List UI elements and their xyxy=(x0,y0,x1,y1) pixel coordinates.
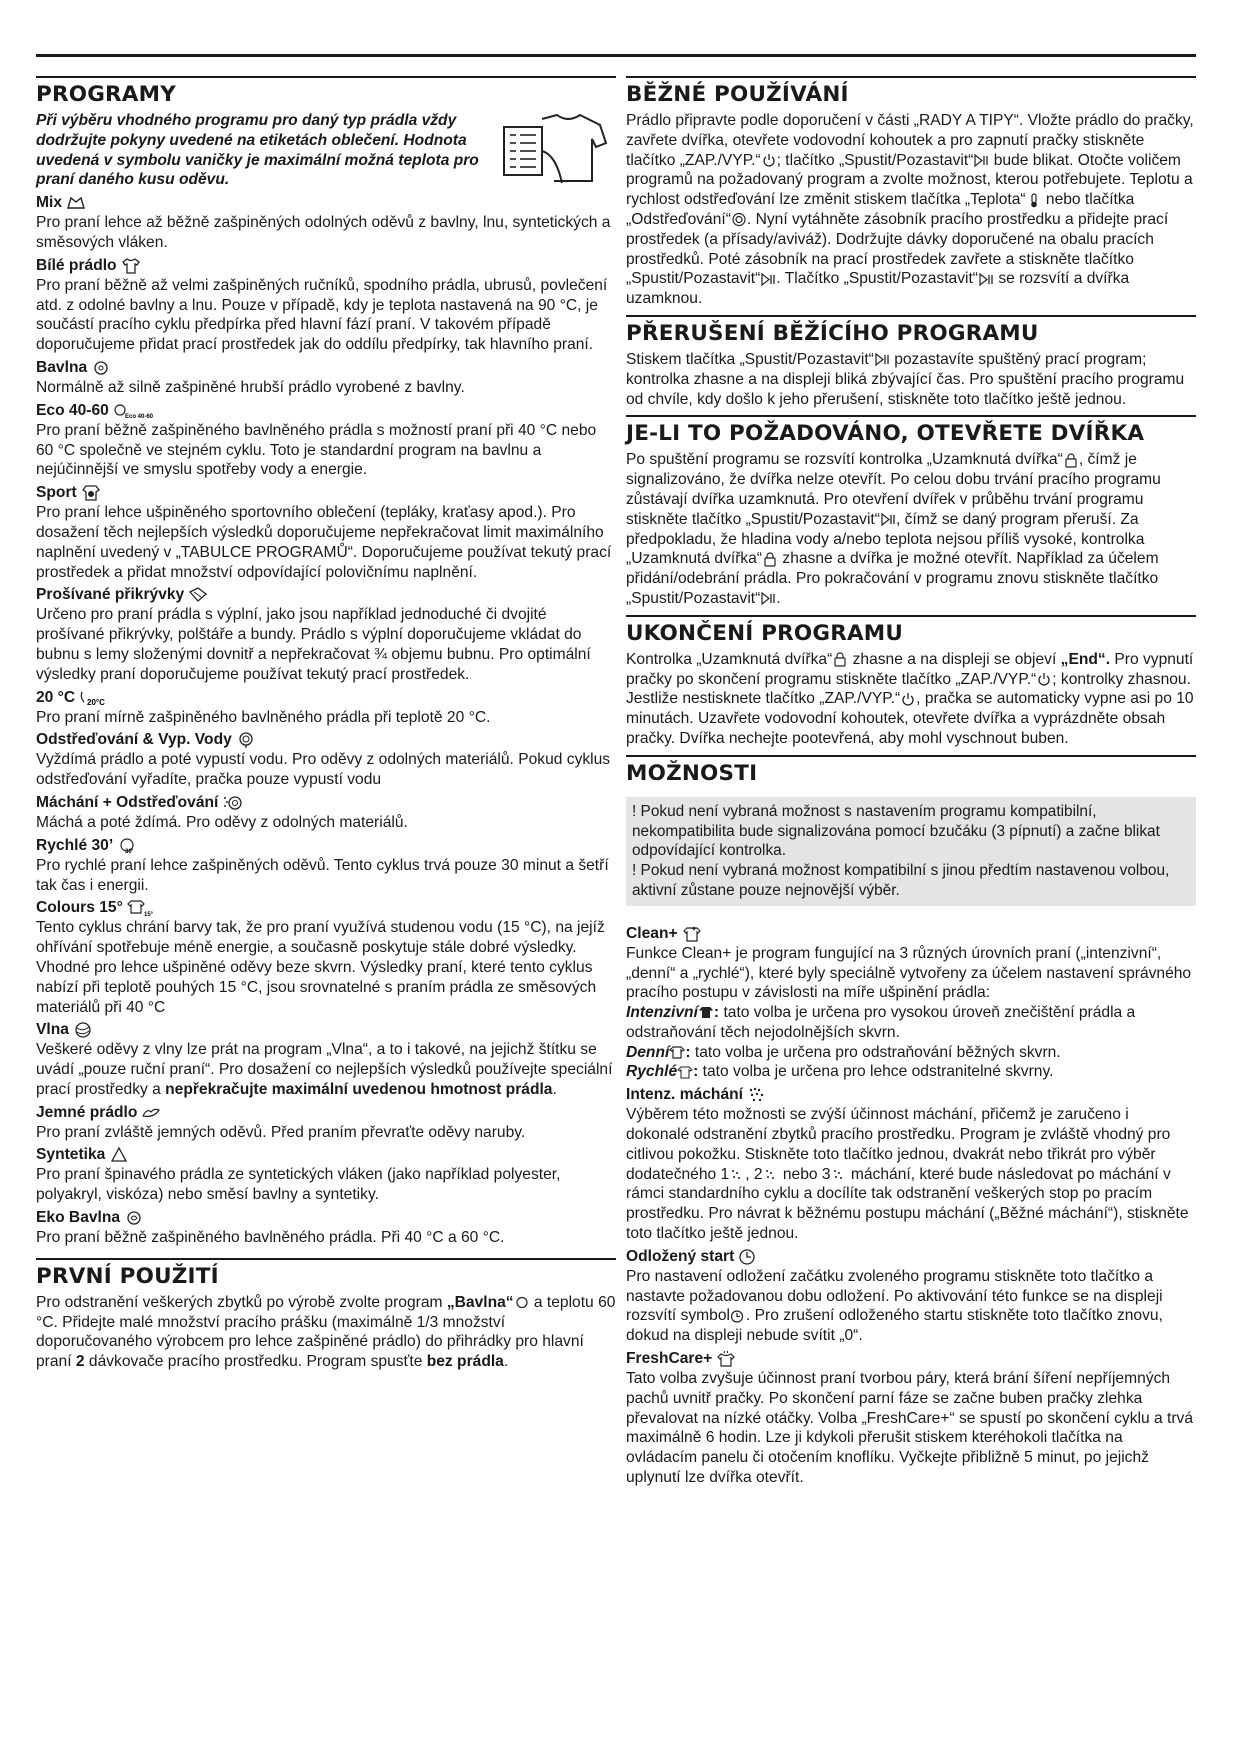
program-cotton: Bavlna xyxy=(36,358,616,378)
section-first-use xyxy=(36,1258,616,1372)
power-icon xyxy=(1036,672,1052,687)
open-door-text: Po spuštění programu se rozsvítí kontrolka „Uzamknutá dvířka“ , čímž je signalizováno, že dvířka nelze otevřít. Po celou dobu trvání pracího programu zůstávají dvířka uzamknutá. Pro otevření dvířek v průběhu trvání programu stiskněte tlačítko „Spustit/Pozastavit“ , čímž se daný program přeruší. Za předpokladu, že hladina vody a/nebo teplota nejsou příliš vysoké, kontrolka „Uzamknutá dvířka“ zhasne a dvířka je možné otevřít. Například za účelem přidání/odebrání prádla. Pro pokračování v programu znovu stiskněte tlačítko „Spustit/Pozastavit“ . xyxy=(626,451,1161,607)
clean-level-1-icon xyxy=(677,1065,693,1080)
program-duvet-text: Určeno pro praní prádla s výplní, jako jsou například jednoduché či dvojité prošívané přikrývky, polštáře a bundy. Prádlo s výplní doporučujeme vkládat do bubnu s lemy složenými dovnitř a nepřekračovat ¾ objemu bubnu. Pro optimální výsledky praní doporučujeme používat tekutý prací prostředek. xyxy=(36,606,591,683)
options-note-2: ! Pokud není vybraná možnost kompatibilní s jinou předtím nastavenou volbou, aktivní zůstane pouze nejnovější výběr. xyxy=(632,862,1170,899)
program-eco-40-60: Eco 40-60 Eco 40-60 xyxy=(36,401,153,420)
program-delicates-text: Pro praní zvláště jemných oděvů. Před praním převraťte oděvy naruby. xyxy=(36,1123,526,1141)
section-title-options: MOŽNOSTI xyxy=(626,755,1196,787)
option-clean-plus: Clean+ xyxy=(626,924,1196,944)
program-sport: Sport xyxy=(36,483,616,503)
intense-rinse-text: Výběrem této možnosti se zvýší účinnost máchání, přičemž je zaručeno i dokonalé odstranění zbytků pracího prostředku. Program je zvláště vhodný pro citlivou pokožku. Stiskněte toto tlačítko jednou, dvakrát nebo třikrát pro výběr dodatečného 1 , 2 nebo 3 máchání, které bude následovat po máchání v rámci standardního cyklu a docílíte tak odstranění veškerých stop po pracím prostředku. Pro návrat k běžnému postupu máchání („Běžné máchání“), stiskněte toto tlačítko ještě jednou. xyxy=(626,1106,1189,1243)
clean-rapid: Rychlé : tato volba je určena pro lehce odstranitelné skvrny. xyxy=(626,1063,1054,1081)
program-cotton-text: Normálně až silně zašpiněné hrubší prádlo vyrobené z bavlny. xyxy=(36,378,465,396)
program-spin-text: Vyždímá prádlo a poté vypustí vodu. Pro oděvy z odolných materiálů. Pokud cyklus odstřeďování vyřadíte, pračka pouze vypustí vodu xyxy=(36,751,611,789)
clean-intensive: Intenzivní : tato volba je určena pro vysokou úroveň znečištění prádla a odstraňování těch nejodolnějších skvrn. xyxy=(626,1004,1136,1041)
program-synthetics-text: Pro praní špinavého prádla ze syntetických vláken (jako například polyester, polyakryl, viskóza) nebo směsí bavlny a syntetiky. xyxy=(36,1166,561,1204)
svg-text:Eco 40-60: Eco 40-60 xyxy=(124,413,153,420)
delay-start-icon xyxy=(738,1248,758,1266)
wool-icon xyxy=(73,1021,93,1039)
interrupt-text: Stiskem tlačítka „Spustit/Pozastavit“ pozastavíte spuštěný prací program; kontrolka zhasne a na displeji bliká zbývající čas. Pro spuštění pracího programu od chvíle, kdy došlo k jeho přerušení, stiskněte toto tlačítko ještě jednou. xyxy=(626,350,1185,408)
program-delicates: Jemné prádlo xyxy=(36,1103,616,1123)
delay-start-text: Pro nastavení odložení začátku zvoleného programu stiskněte toto tlačítko a nastavte požadovanou dobu odložení. Po aktivování této funkce se na displeji rozsvítí symbol . Pro zrušení odloženého startu stiskněte toto tlačítko znovu, dokud na displeji nebude svítit „0“. xyxy=(626,1267,1163,1345)
lock-icon xyxy=(762,552,778,567)
section-title-first-use: PRVNÍ POUŽITÍ xyxy=(36,1258,616,1290)
program-rapid-30: Rychlé 30’ 30' xyxy=(36,836,616,856)
colours-15-icon xyxy=(127,899,153,917)
options-note-box xyxy=(626,797,1196,906)
option-freshcare: FreshCare+ xyxy=(626,1349,1196,1369)
program-sport-text: Pro praní lehce ušpiněného sportovního oblečení (tepláky, kraťasy apod.). Pro dosažení těch nejlepších výsledků doporučujeme nepřekračovat limit maximálního naplnění uvedený v „TABULCE PROGRAMŮ“. Doporučujeme používat tekutý prací prostředek a přidat množství odpovídající polovičnímu naplnění. xyxy=(36,504,612,581)
section-interrupt xyxy=(626,315,1196,409)
program-rapid-text: Pro rychlé praní lehce zašpiněných oděvů. Tento cyklus trvá pouze 30 minut a šetří tak čas i energii. xyxy=(36,856,609,894)
section-title-program-end: UKONČENÍ PROGRAMU xyxy=(626,615,1196,647)
eco-cotton-icon xyxy=(124,1209,144,1227)
care-label-tshirt-icon xyxy=(502,111,612,191)
synthetics-icon xyxy=(109,1146,129,1164)
program-end-text: Kontrolka „Uzamknutá dvířka“ zhasne a na displeji se objeví „End“. Pro vypnutí pračky po skončení programu stiskněte tlačítko „ZAP./VYP.“ ; kontrolky zhasnou. Jestliže nestisknete tlačítko „ZAP./VYP.“ , pračka se automaticky vypne asi po 10 minutách. Uzavřete vodovodní kohoutek, otevřete dvířka a vyprázdněte obsah pračky. Dvířka nechejte pootevřená, aby mohl vyschnout buben. xyxy=(626,650,1194,747)
section-open-door xyxy=(626,415,1196,608)
program-eco-cotton: Eko Bavlna xyxy=(36,1208,616,1228)
section-normal-use xyxy=(626,76,1196,309)
sport-icon xyxy=(81,484,101,502)
program-white: Bílé prádlo xyxy=(36,256,616,276)
shirt-icon xyxy=(121,257,141,275)
normal-use-text: Prádlo připravte podle doporučení v části „RADY A TIPY“. Vložte prádlo do pračky, zavřete dvířka, otevřete vodovodní kohoutek a pro zapnutí pračky stiskněte tlačítko „ZAP./VYP.“ ; tlačítko „Spustit/Pozastavit“ bude blikat. Otočte voličem programů na požadovaný program a zvolte možnost, kterou potřebujete. Teplotu a rychlost odstřeďování lze změnit stiskem tlačítka „Teplota“ nebo tlačítka „Odstřeďování“ . Nyní vytáhněte zásobník pracího prostředku a přidejte prací prostředek (a přísady/aviváž). Dodržujte dávky doporučené na obalu pracích prostředků. Poté zásobník na prací prostředek zavřete a stiskněte tlačítko „Spustit/Pozastavit“ . Tlačítko „Spustit/Pozastavit“ se rozsvítí a dvířka uzamknou. xyxy=(626,112,1194,308)
lock-icon xyxy=(832,652,848,667)
clean-plus-text: Funkce Clean+ je program fungující na 3 různých úrovních praní („intenzivní“, „denní“ a „rychlé“), které byly speciálně vytvořeny za účelem nastavení správného pracího postupu v závislosti na míře ušpinění prádla: xyxy=(626,944,1192,1002)
right-column xyxy=(626,76,1196,1494)
option-intense-rinse: Intenz. máchání xyxy=(626,1085,1196,1105)
section-options xyxy=(626,755,1196,1488)
options-note-1: ! Pokud není vybraná možnost s nastavením programu kompatibilní, nekompatibilita bude signalizována pomocí bzučáku (3 pípnutí) a začne blikat odpovídající kontrolka. xyxy=(632,802,1160,860)
program-20c: 20 °C 20°C xyxy=(36,688,616,708)
power-icon xyxy=(761,153,777,168)
mix-icon xyxy=(66,194,86,212)
cotton-icon xyxy=(514,1295,530,1310)
program-wool: Vlna xyxy=(36,1020,616,1040)
rinse-icon xyxy=(747,1086,767,1104)
program-20c-text: Pro praní mírně zašpiněného bavlněného prádla při teplotě 20 °C. xyxy=(36,708,491,726)
clean-level-2-icon xyxy=(669,1045,685,1060)
section-title-interrupt: PŘERUŠENÍ BĚŽÍCÍHO PROGRAMU xyxy=(626,315,1196,347)
start-pause-icon xyxy=(874,352,890,367)
power-icon xyxy=(900,692,916,707)
clean-plus-icon xyxy=(682,925,702,943)
20c-icon xyxy=(79,689,109,707)
program-colours-15: Colours 15° 15° xyxy=(36,899,153,919)
duvet-icon xyxy=(188,586,208,604)
program-duvet: Prošívané přikrývky xyxy=(36,585,616,605)
lock-icon xyxy=(1063,453,1079,468)
program-mix: Mix xyxy=(36,193,616,213)
start-pause-icon xyxy=(978,272,994,287)
svg-text:30': 30' xyxy=(125,848,134,855)
eco-40-60-icon xyxy=(113,402,153,420)
freshcare-text: Tato volba zvyšuje účinnost praní tvorbou páry, která brání šíření nepříjemných pachů uvnitř pračky. Po skončení parní fáze se začne buben pračky zlehka převalovat na nízké otáčky. Volba „FreshCare+“ se spustí po skončení cyklu a trvá maximálně 6 hodin. Lze ji kdykoli přerušit stiskem kteréhokoli tlačítka na ovládacím panelu či otočením knoflíku. Vyčkejte přibližně 5 minut, po jejichž uplynutí lze dvířka otevřít. xyxy=(626,1370,1193,1487)
section-title-normal-use: BĚŽNÉ POUŽÍVÁNÍ xyxy=(626,76,1196,108)
program-wool-text: Veškeré oděvy z vlny lze prát na program „Vlna“, a to i takové, na jejichž štítku se uvádí „pouze ruční praní“. Pro dosažení co nejlepších výsledků používejte speciální prací prostředky a nepřekračujte maximální uvedenou hmotnost prádla. xyxy=(36,1041,613,1098)
rinse-spin-icon xyxy=(222,794,242,812)
program-spin-drain: Odstřeďování & Vyp. Vody xyxy=(36,730,616,750)
option-delay-start: Odložený start xyxy=(626,1247,1196,1267)
section-title-open-door: JE-LI TO POŽADOVÁNO, OTEVŘETE DVÍŘKA xyxy=(626,415,1196,447)
svg-text:15°: 15° xyxy=(143,912,153,919)
delay-start-icon xyxy=(730,1309,746,1324)
program-eco-text: Pro praní běžně zašpiněného bavlněného prádla s možností praní při 40 °C nebo 60 °C společně ve stejném cyklu. Toto je standardní program na bavlnu a nejúčinnější ve smyslu spotřeby vody a energie. xyxy=(36,421,597,479)
program-eco-cotton-text: Pro praní běžně zašpiněného bavlněného prádla. Při 40 °C a 60 °C. xyxy=(36,1229,505,1247)
section-title-programy: PROGRAMY xyxy=(36,76,616,108)
svg-text:20°C: 20°C xyxy=(87,697,106,707)
start-pause-icon xyxy=(973,153,989,168)
first-use-text: Pro odstranění veškerých zbytků po výrobě zvolte program „Bavlna“ a teplotu 60 °C. Přidejte malé množství pracího prášku (maximálně 1/3 množství doporučovaného výrobcem pro lehce zašpiněné prádlo) do přihrádky pro hlavní praní 2 dávkovače pracího prostředku. Program spusťte bez prádla. xyxy=(36,1293,616,1371)
spin-icon xyxy=(731,212,747,227)
clean-level-3-icon xyxy=(698,1005,714,1020)
freshcare-icon xyxy=(716,1350,736,1368)
top-rule xyxy=(36,54,1196,57)
temperature-icon xyxy=(1026,193,1042,208)
program-colours-text: Tento cyklus chrání barvy tak, že pro praní využívá studenou vodu (15 °C), na jejíž ohřívání spotřebuje méně energie, a současně poskytuje stále dobré výsledky. Vhodné pro lehce ušpiněné oděvy beze skvrn. Výsledky praní, které tento cyklus nabízí při teplotě pouhých 15 °C, jsou srovnatelné s praním prádla ze směsových materiálů při 40 °C xyxy=(36,919,605,1016)
programy-intro: Při výběru vhodného programu pro daný typ prádla vždy dodržujte pokyny uvedené na etiketách oblečení. Hodnota uvedená v symbolu vaničky je maximální možná teplota pro praní daného kusu oděvu. xyxy=(36,112,479,189)
left-column xyxy=(36,76,616,1378)
program-mix-text: Pro praní lehce až běžně zašpiněných odolných oděvů z bavlny, lnu, syntetických a směsových vláken. xyxy=(36,214,611,251)
rinse-3-icon xyxy=(831,1167,847,1182)
start-pause-icon xyxy=(880,512,896,527)
delicates-icon xyxy=(141,1104,161,1122)
rinse-2-icon xyxy=(763,1167,779,1182)
program-synthetics: Syntetika xyxy=(36,1145,616,1165)
section-programy xyxy=(36,76,616,1248)
spin-drain-icon xyxy=(236,731,256,749)
start-pause-icon xyxy=(760,272,776,287)
program-rinse-text: Máchá a poté ždímá. Pro oděvy z odolných materiálů. xyxy=(36,813,408,831)
cotton-icon xyxy=(91,359,111,377)
start-pause-icon xyxy=(760,591,776,606)
program-white-text: Pro praní běžně až velmi zašpiněných ručníků, spodního prádla, ubrusů, povlečení atd. z odolné bavlny a lnu. Pouze v případě, kdy je teplota nastavená na 90 °C, je součástí pracího cyklu předpírka před hlavní fází praní. V takovém případě doporučujeme přidat prací prostředek jak do oddílu předpírky, tak hlavního praní. xyxy=(36,276,608,354)
clean-daily: Denní : tato volba je určena pro odstraňování běžných skvrn. xyxy=(626,1043,1061,1061)
rinse-1-icon xyxy=(729,1167,745,1182)
section-program-end xyxy=(626,615,1196,749)
rapid-30-icon xyxy=(117,837,137,855)
program-rinse-spin: Máchání + Odstřeďování xyxy=(36,793,616,813)
